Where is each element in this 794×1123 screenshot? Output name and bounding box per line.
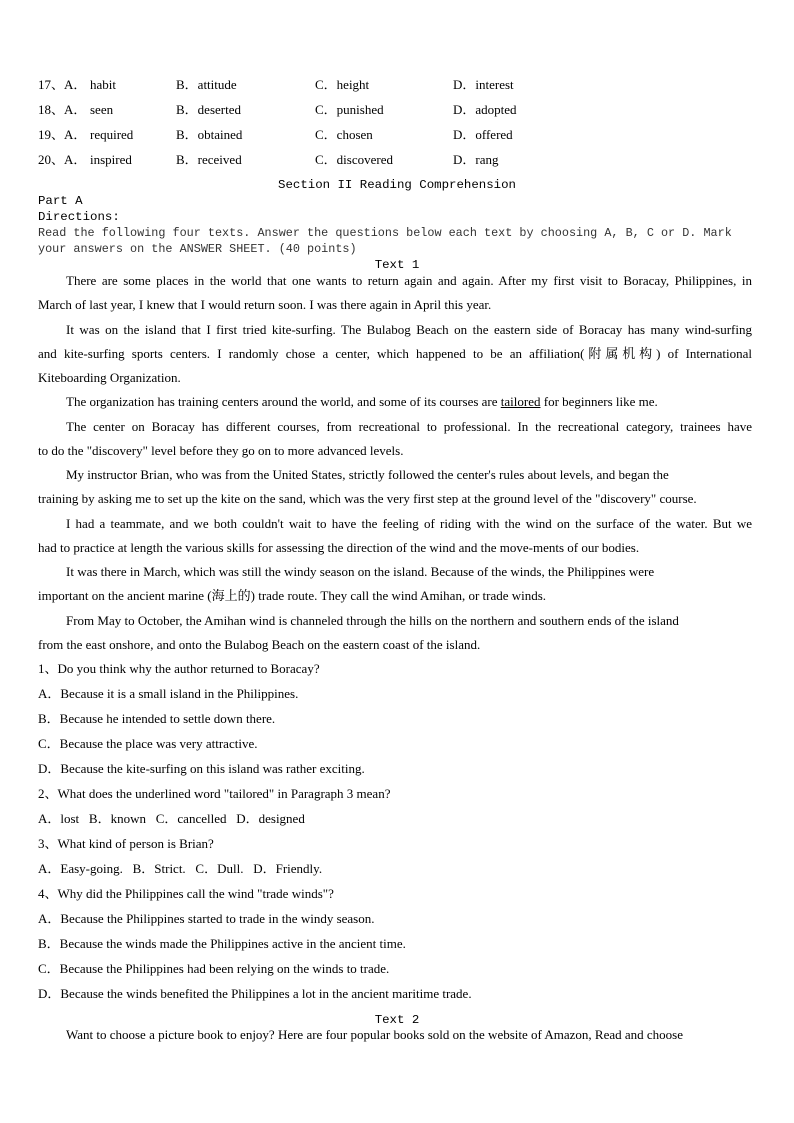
answer-option: A．Because the Philippines started to trade in the windy season.	[38, 911, 375, 926]
paragraph-line: My instructor Brian, who was from the United States, strictly followed the center's rules about levels, and began the	[66, 467, 669, 482]
option-d: D．interest	[453, 77, 514, 92]
text2-title: Text 2	[374, 1013, 420, 1027]
option-a: habit	[90, 77, 116, 92]
option-number: 17、A．	[38, 77, 87, 92]
option-number: 20、A．	[38, 152, 87, 167]
paragraph-line: It was there in March, which was still the windy season on the island. Because of the winds, the Philippines were	[66, 564, 655, 579]
answer-option: A．Because it is a small island in the Philippines.	[38, 686, 299, 701]
paragraph-line: There are some places in the world that one wants to return again and again. After my first visit to Boracay, Philippines, in	[66, 273, 752, 288]
paragraph-line: important on the ancient marine (海上的) trade route. They call the wind Amihan, or trade winds.	[38, 588, 547, 604]
paragraph-line	[66, 394, 752, 410]
option-a: seen	[90, 102, 114, 117]
option-c: C．discovered	[315, 152, 393, 167]
answer-option: A．Easy-going. B．Strict. C．Dull. D．Friendly.	[38, 861, 323, 876]
paragraph-line: March of last year, I knew that I would return soon. I was there again in April this year.	[38, 297, 492, 313]
answer-option: C．Because the place was very attractive.	[38, 736, 258, 751]
option-d: D．adopted	[453, 102, 517, 117]
paragraph-line: training by asking me to set up the kite on the sand, which was the very first step at the ground level of the "discovery" course.	[38, 491, 697, 507]
part-label: Part A	[38, 194, 83, 208]
answer-option: D．Because the kite-surfing on this island was rather exciting.	[38, 761, 365, 776]
option-c: C．punished	[315, 102, 384, 117]
answer-option: B．Because the winds made the Philippines active in the ancient time.	[38, 936, 406, 951]
answer-option: A．lost B．known C．cancelled D．designed	[38, 811, 305, 826]
option-number: 18、A．	[38, 102, 87, 117]
paragraph-line: and kite-surfing sports centers. I randomly chose a center, which happened to be an affiliation(附属机构) of International	[38, 345, 752, 361]
question: 1、Do you think why the author returned to Boracay?	[38, 661, 320, 676]
option-a: inspired	[90, 152, 132, 167]
line-text: for beginners like me.	[540, 394, 658, 410]
underlined-word: tailored	[500, 394, 541, 410]
question: 4、Why did the Philippines call the wind "trade winds"?	[38, 886, 334, 901]
option-b: B．attitude	[176, 77, 237, 92]
option-a: required	[90, 127, 134, 142]
directions-line: your answers on the ANSWER SHEET. (40 points)	[38, 242, 357, 256]
directions-label: Directions:	[38, 210, 120, 224]
line-text: The organization has training centers around the world, and some of its courses are	[66, 394, 501, 410]
paragraph-line: It was on the island that I first tried kite-surfing. The Bulabog Beach on the eastern side of Boracay has many wind-surfing	[66, 321, 752, 337]
option-b: B．obtained	[176, 127, 243, 142]
paragraph-line: Want to choose a picture book to enjoy? Here are four popular books sold on the website of Amazon, Read and choose	[66, 1027, 683, 1042]
answer-option: B．Because he intended to settle down there.	[38, 711, 276, 726]
directions-line: Read the following four texts. Answer the questions below each text by choosing A, B, C or D. Mark	[38, 226, 732, 240]
option-c: C．chosen	[315, 127, 373, 142]
option-d: D．offered	[453, 127, 513, 142]
option-d: D．rang	[453, 152, 499, 167]
answer-option: C．Because the Philippines had been relying on the winds to trade.	[38, 961, 390, 976]
option-c: C．height	[315, 77, 370, 92]
paragraph-line: The center on Boracay has different courses, from recreational to professional. In the recreational category, trainees have	[66, 418, 752, 434]
option-number: 19、A．	[38, 127, 87, 142]
text1-title: Text 1	[374, 258, 420, 272]
question: 3、What kind of person is Brian?	[38, 836, 214, 851]
answer-option: D．Because the winds benefited the Philippines a lot in the ancient maritime trade.	[38, 986, 472, 1001]
paragraph-line: I had a teammate, and we both couldn't wait to have the feeling of riding with the wind on the surface of the water. But we	[66, 515, 752, 531]
paragraph-line: had to practice at length the various skills for assessing the direction of the wind and the move-ments of our bodies.	[38, 539, 640, 555]
paragraph-line: from the east onshore, and onto the Bulabog Beach on the eastern coast of the island.	[38, 636, 481, 652]
option-b: B．deserted	[176, 102, 241, 117]
question: 2、What does the underlined word "tailored" in Paragraph 3 mean?	[38, 786, 391, 801]
paragraph-line: to do the "discovery" level before they go on to more advanced levels.	[38, 442, 404, 458]
paragraph-line: From May to October, the Amihan wind is channeled through the hills on the northern and southern ends of the island	[66, 612, 679, 628]
option-b: B．received	[176, 152, 242, 167]
paragraph-line: Kiteboarding Organization.	[38, 370, 181, 385]
section-title: Section II Reading Comprehension	[278, 178, 516, 192]
